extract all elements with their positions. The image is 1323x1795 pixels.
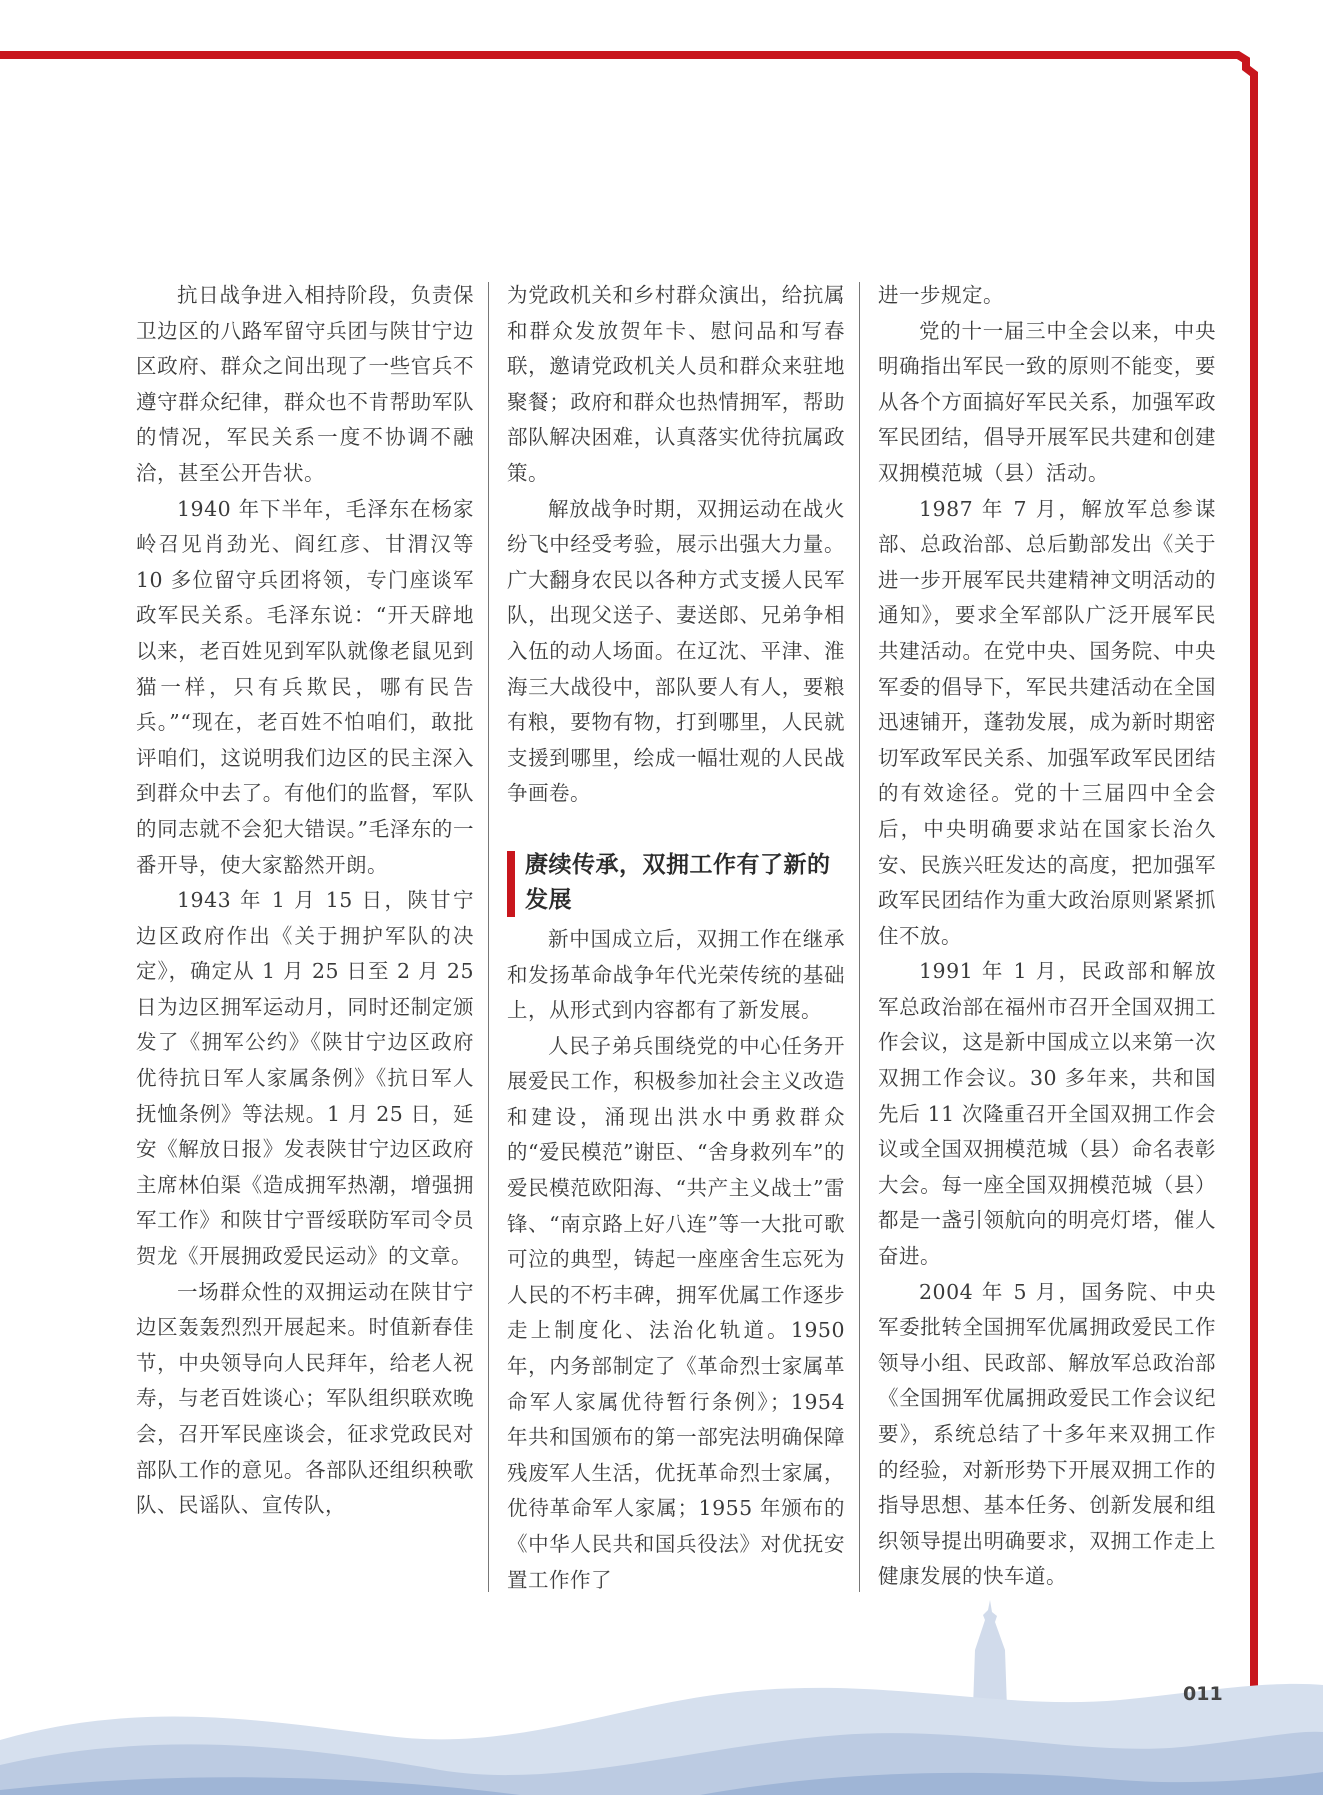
page-number: 011 (1183, 1683, 1223, 1705)
paragraph: 抗日战争进入相持阶段，负责保卫边区的八路军留守兵团与陕甘宁边区政府、群众之间出现了一些官兵不遵守群众纪律，群众也不肯帮助军队的情况，军民关系一度不协调不融洽，甚至公开告状。 (136, 283, 474, 485)
section-heading (507, 848, 845, 918)
paragraph: 党的十一届三中全会以来，中央明确指出军民一致的原则不能变，要从各个方面搞好军民关系，加强军政军民团结，倡导开展军民共建和创建双拥模范城（县）活动。 (878, 318, 1216, 485)
column-divider (488, 282, 489, 1592)
paragraph: 进一步规定。 (878, 283, 1004, 307)
paragraph: 一场群众性的双拥运动在陕甘宁边区轰轰烈烈开展起来。时值新春佳节，中央领导向人民拜年，给老人祝寿，与老百姓谈心；军队组织联欢晚会，召开军民座谈会，征求党政民对部队工作的意见。各部队还组织秧歌队、民谣队、宣传队， (136, 1279, 474, 1518)
column-divider (859, 282, 860, 1592)
paragraph: 1940 年下半年，毛泽东在杨家岭召见肖劲光、阎红彦、甘渭汉等 10 多位留守兵团将领，专门座谈军政军民关系。毛泽东说：“开天辟地以来，老百姓见到军队就像老鼠见到猫一样，只有兵欺民，哪有民告兵。”“现在，老百姓不怕咱们，敢批评咱们，这说明我们边区的民主深入到群众中去了。有他们的监督，军队的同志就不会犯大错误。”毛泽东的一番开导，使大家豁然开朗。 (136, 496, 474, 877)
section-heading-text: 赓续传承，双拥工作有了新的发展 (525, 851, 831, 913)
paragraph: 1943 年 1 月 15 日，陕甘宁边区政府作出《关于拥护军队的决定》，确定从 1 月 25 日至 2 月 25 日为边区拥军运动月，同时还制定颁发了《拥军公约》《陕甘宁边区政府优待抗日军人家属条例》《抗日军人抚恤条例》等法规。1 月 25 日，延安《解放日报》发表陕甘宁边区政府主席林伯渠《造成拥军热潮，增强拥军工作》和陕甘宁晋绥联防军司令员贺龙《开展拥政爱民运动》的文章。 (136, 888, 474, 1269)
column-3 (878, 278, 1216, 1595)
paragraph: 新中国成立后，双拥工作在继承和发扬革命战争年代光荣传统的基础上，从形式到内容都有了新发展。 (507, 926, 845, 1023)
column-1 (136, 278, 474, 1524)
column-2 (507, 278, 845, 1598)
paragraph: 人民子弟兵围绕党的中心任务开展爱民工作，积极参加社会主义改造和建设，涌现出洪水中勇救群众的“爱民模范”谢臣、“舍身救列车”的爱民模范欧阳海、“共产主义战士”雷锋、“南京路上好八连”等一大批可歌可泣的典型，铸起一座座舍生忘死为人民的不朽丰碑，拥军优属工作逐步走上制度化、法治化轨道。1950 年，内务部制定了《革命烈士家属革命军人家属优待暂行条例》；1954 年共和国颁布的第一部宪法明确保障残废军人生活，优抚革命烈士家属，优待革命军人家属；1955 年颁布的《中华人民共和国兵役法》对优抚安置工作作了 (507, 1033, 845, 1592)
paragraph: 2004 年 5 月，国务院、中央军委批转全国拥军优属拥政爱民工作领导小组、民政部、解放军总政治部《全国拥军优属拥政爱民工作会议纪要》，系统总结了十多年来双拥工作的经验，对新形势下开展双拥工作的指导思想、基本任务、创新发展和组织领导提出明确要求，双拥工作走上健康发展的快车道。 (878, 1279, 1216, 1589)
paragraph: 解放战争时期，双拥运动在战火纷飞中经受考验，展示出强大力量。广大翻身农民以各种方式支援人民军队，出现父送子、妻送郎、兄弟争相入伍的动人场面。在辽沈、平津、淮海三大战役中，部队要人有人，要粮有粮，要物有物，打到哪里，人民就支援到哪里，绘成一幅壮观的人民战争画卷。 (507, 496, 845, 806)
paragraph: 1991 年 1 月，民政部和解放军总政治部在福州市召开全国双拥工作会议，这是新中国成立以来第一次双拥工作会议。30 多年来，共和国先后 11 次隆重召开全国双拥工作会议或全国双拥模范城（县）命名表彰大会。每一座全国双拥模范城（县）都是一盏引领航向的明亮灯塔，催人奋进。 (878, 959, 1216, 1269)
paragraph: 1987 年 7 月，解放军总参谋部、总政治部、总后勤部发出《关于进一步开展军民共建精神文明活动的通知》，要求全军部队广泛开展军民共建活动。在党中央、国务院、中央军委的倡导下，军民共建活动在全国迅速铺开，蓬勃发展，成为新时期密切军政军民关系、加强军政军民团结的有效途径。党的十三届四中全会后，中央明确要求站在国家长治久安、民族兴旺发达的高度，把加强军政军民团结作为重大政治原则紧紧抓住不放。 (878, 496, 1216, 948)
paragraph: 为党政机关和乡村群众演出，给抗属和群众发放贺年卡、慰问品和写春联，邀请党政机关人员和群众来驻地聚餐；政府和群众也热情拥军，帮助部队解决困难，认真落实优待抗属政策。 (507, 283, 845, 485)
heading-accent-bar (507, 851, 515, 917)
